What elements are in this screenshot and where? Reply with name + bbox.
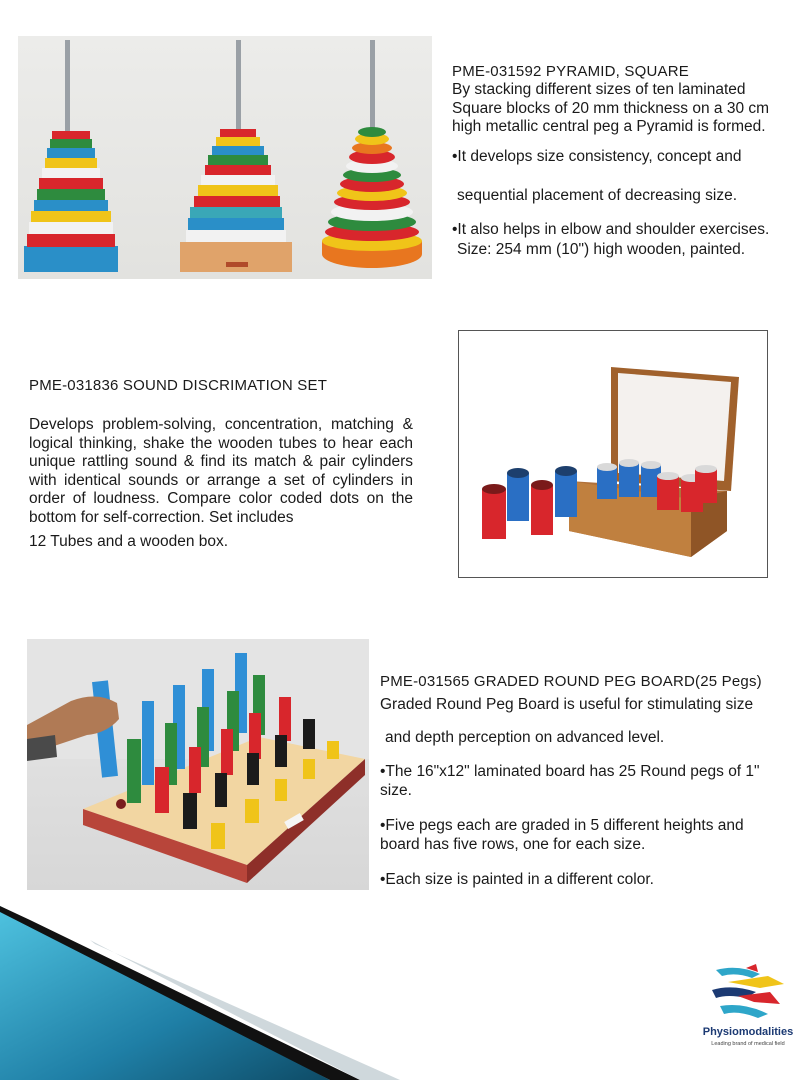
section1-bullet2: •It also helps in elbow and shoulder exercises. (452, 221, 770, 238)
section1-bullet1-a: •It develops size consistency, concept and (452, 148, 742, 165)
section1-description: By stacking different sizes of ten laminated Square blocks of 20 mm thickness on a 30 cm high metallic central peg a Pyramid is formed. (452, 81, 770, 136)
square-pyramid-middle (180, 40, 292, 272)
section1-bullet1-b: sequential placement of decreasing size. (457, 187, 738, 204)
section2-product-code: PME-031836 SOUND DISCRIMATION SET (29, 377, 328, 394)
section3-bullet1: •The 16"x12" laminated board has 25 Round pegs of 1" size. (380, 763, 760, 799)
section1-product-code: PME-031592 PYRAMID, SQUARE (452, 63, 689, 80)
square-pyramid-left (24, 40, 118, 272)
peg-board-photo (27, 639, 369, 890)
section2-description: Develops problem-solving, concentration, matching & logical thinking, shake the wooden tubes to hear each unique rattling sound & find its match & pair cylinders with identical sounds or arrange a set of cylinders in order of loudness. Compare color coded dots on the bottom for self-correction. Set includes (29, 416, 413, 526)
section1-text-block (452, 63, 792, 137)
runner-logo-icon (698, 962, 798, 1024)
sound-discrimination-photo (458, 330, 768, 578)
brand-name: Physiomodalities (702, 1026, 794, 1038)
section3-product-code: PME-031565 GRADED ROUND PEG BOARD(25 Pegs) (380, 673, 762, 690)
loose-cylinders (482, 466, 577, 539)
section3-bullet2: •Five pegs each are graded in 5 different heights and board has five rows, one for each size. (380, 817, 744, 853)
bottom-swoosh-decoration (0, 900, 420, 1080)
section3-line1: Graded Round Peg Board is useful for stimulating size (380, 696, 754, 713)
brand-tagline: Leading brand of medical field (711, 1041, 785, 1047)
section2-description-last: 12 Tubes and a wooden box. (29, 533, 229, 550)
round-pyramid-right (322, 40, 422, 268)
section3-line2: and depth perception on advanced level. (385, 729, 665, 746)
section3-bullet3: •Each size is painted in a different color. (380, 871, 654, 888)
section1-size: Size: 254 mm (10") high wooden, painted. (457, 241, 746, 258)
brand-logo (698, 962, 798, 1052)
pyramid-square-photo (18, 36, 432, 279)
